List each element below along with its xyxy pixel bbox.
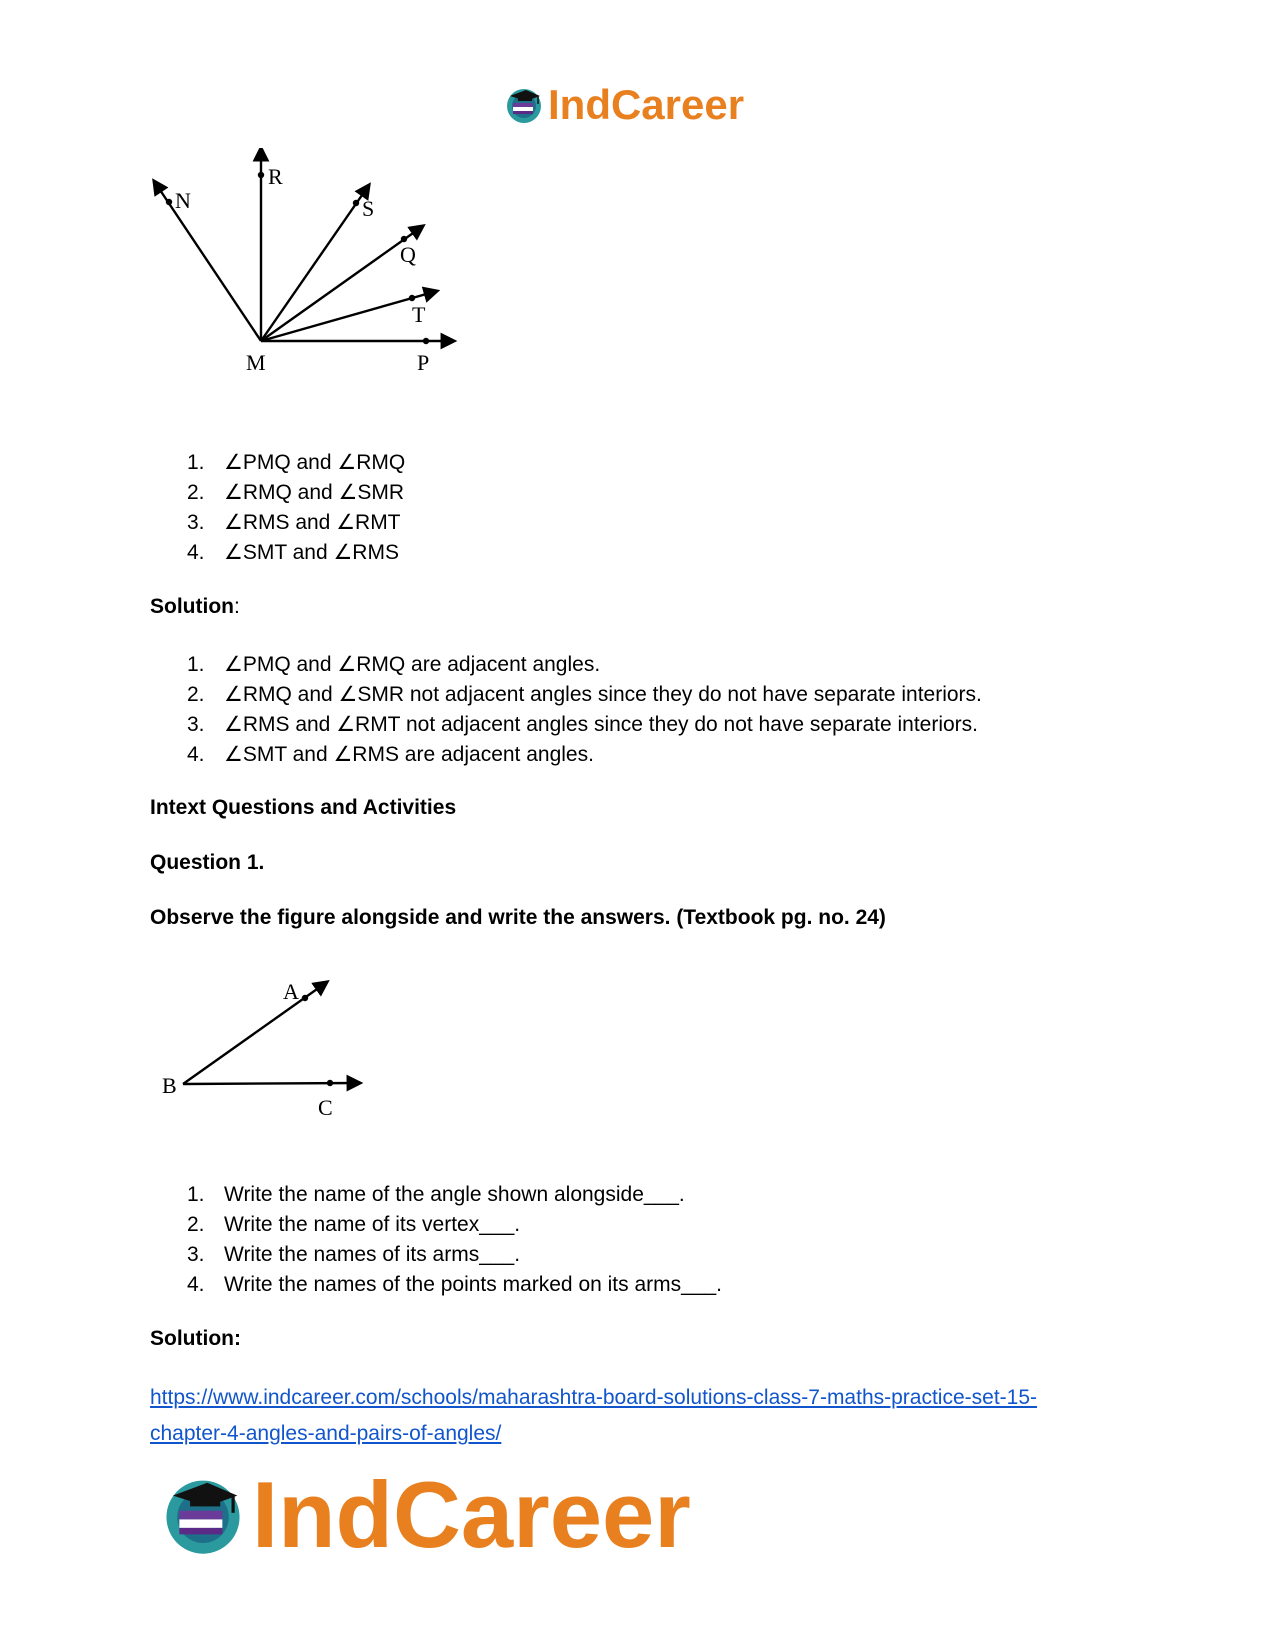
angle-pairs-list [150, 448, 405, 568]
list-item: 1. ∠PMQ and ∠RMQ [187, 451, 406, 474]
ray-bc [183, 1083, 360, 1084]
ray-ms [261, 185, 369, 341]
solution-heading: Solution: [150, 595, 240, 618]
brand-name: IndCareer [548, 81, 745, 128]
section-title: Intext Questions and Activities [150, 796, 457, 819]
label-s: S [362, 196, 375, 221]
label-r: R [268, 164, 283, 189]
footer-logo [160, 1462, 691, 1567]
label-a: A [283, 979, 299, 1004]
list-item: 2. ∠RMQ and ∠SMR not adjacent angles since they do not have separate interiors. [187, 683, 982, 706]
ray-mq [261, 226, 423, 341]
list-item: 3. ∠RMS and ∠RMT not adjacent angles since they do not have separate interiors. [187, 713, 979, 736]
graduation-cap-book-globe-icon [504, 85, 544, 125]
list-item: 4. ∠SMT and ∠RMS [187, 541, 399, 564]
list-item: 1. Write the name of the angle shown alongside___. [187, 1183, 685, 1206]
solution-list [150, 650, 982, 770]
solution-link[interactable]: https://www.indcareer.com/schools/maharashtra-board-solutions-class-7-maths-practice-set-15- chapter-4-angles-and-pairs-of-angles/ [150, 1386, 1038, 1445]
label-q: Q [400, 242, 416, 267]
list-item: 3. ∠RMS and ∠RMT [187, 511, 401, 534]
question-list [150, 1180, 722, 1300]
label-b: B [162, 1073, 177, 1098]
label-p: P [417, 350, 430, 375]
list-item: 4. Write the names of the points marked on its arms___. [187, 1273, 723, 1296]
question-title: Question 1. [150, 851, 265, 874]
angle-rays-figure [150, 148, 480, 388]
list-item: 3. Write the names of its arms___. [187, 1243, 521, 1266]
graduation-cap-book-globe-icon [160, 1472, 246, 1558]
solution-heading-2: Solution: [150, 1327, 241, 1350]
header-logo [504, 80, 744, 130]
list-item: 2. Write the name of its vertex___. [187, 1213, 521, 1236]
brand-name: IndCareer [252, 1462, 691, 1567]
label-n: N [175, 188, 191, 213]
label-c: C [318, 1095, 333, 1120]
list-item: 4. ∠SMT and ∠RMS are adjacent angles. [187, 743, 594, 766]
angle-abc-figure [155, 975, 375, 1135]
list-item: 2. ∠RMQ and ∠SMR [187, 481, 405, 504]
list-item: 1. ∠PMQ and ∠RMQ are adjacent angles. [187, 653, 601, 676]
label-t: T [412, 302, 426, 327]
label-m: M [246, 350, 266, 375]
question-text: Observe the figure alongside and write the answers. (Textbook pg. no. 24) [150, 906, 886, 929]
